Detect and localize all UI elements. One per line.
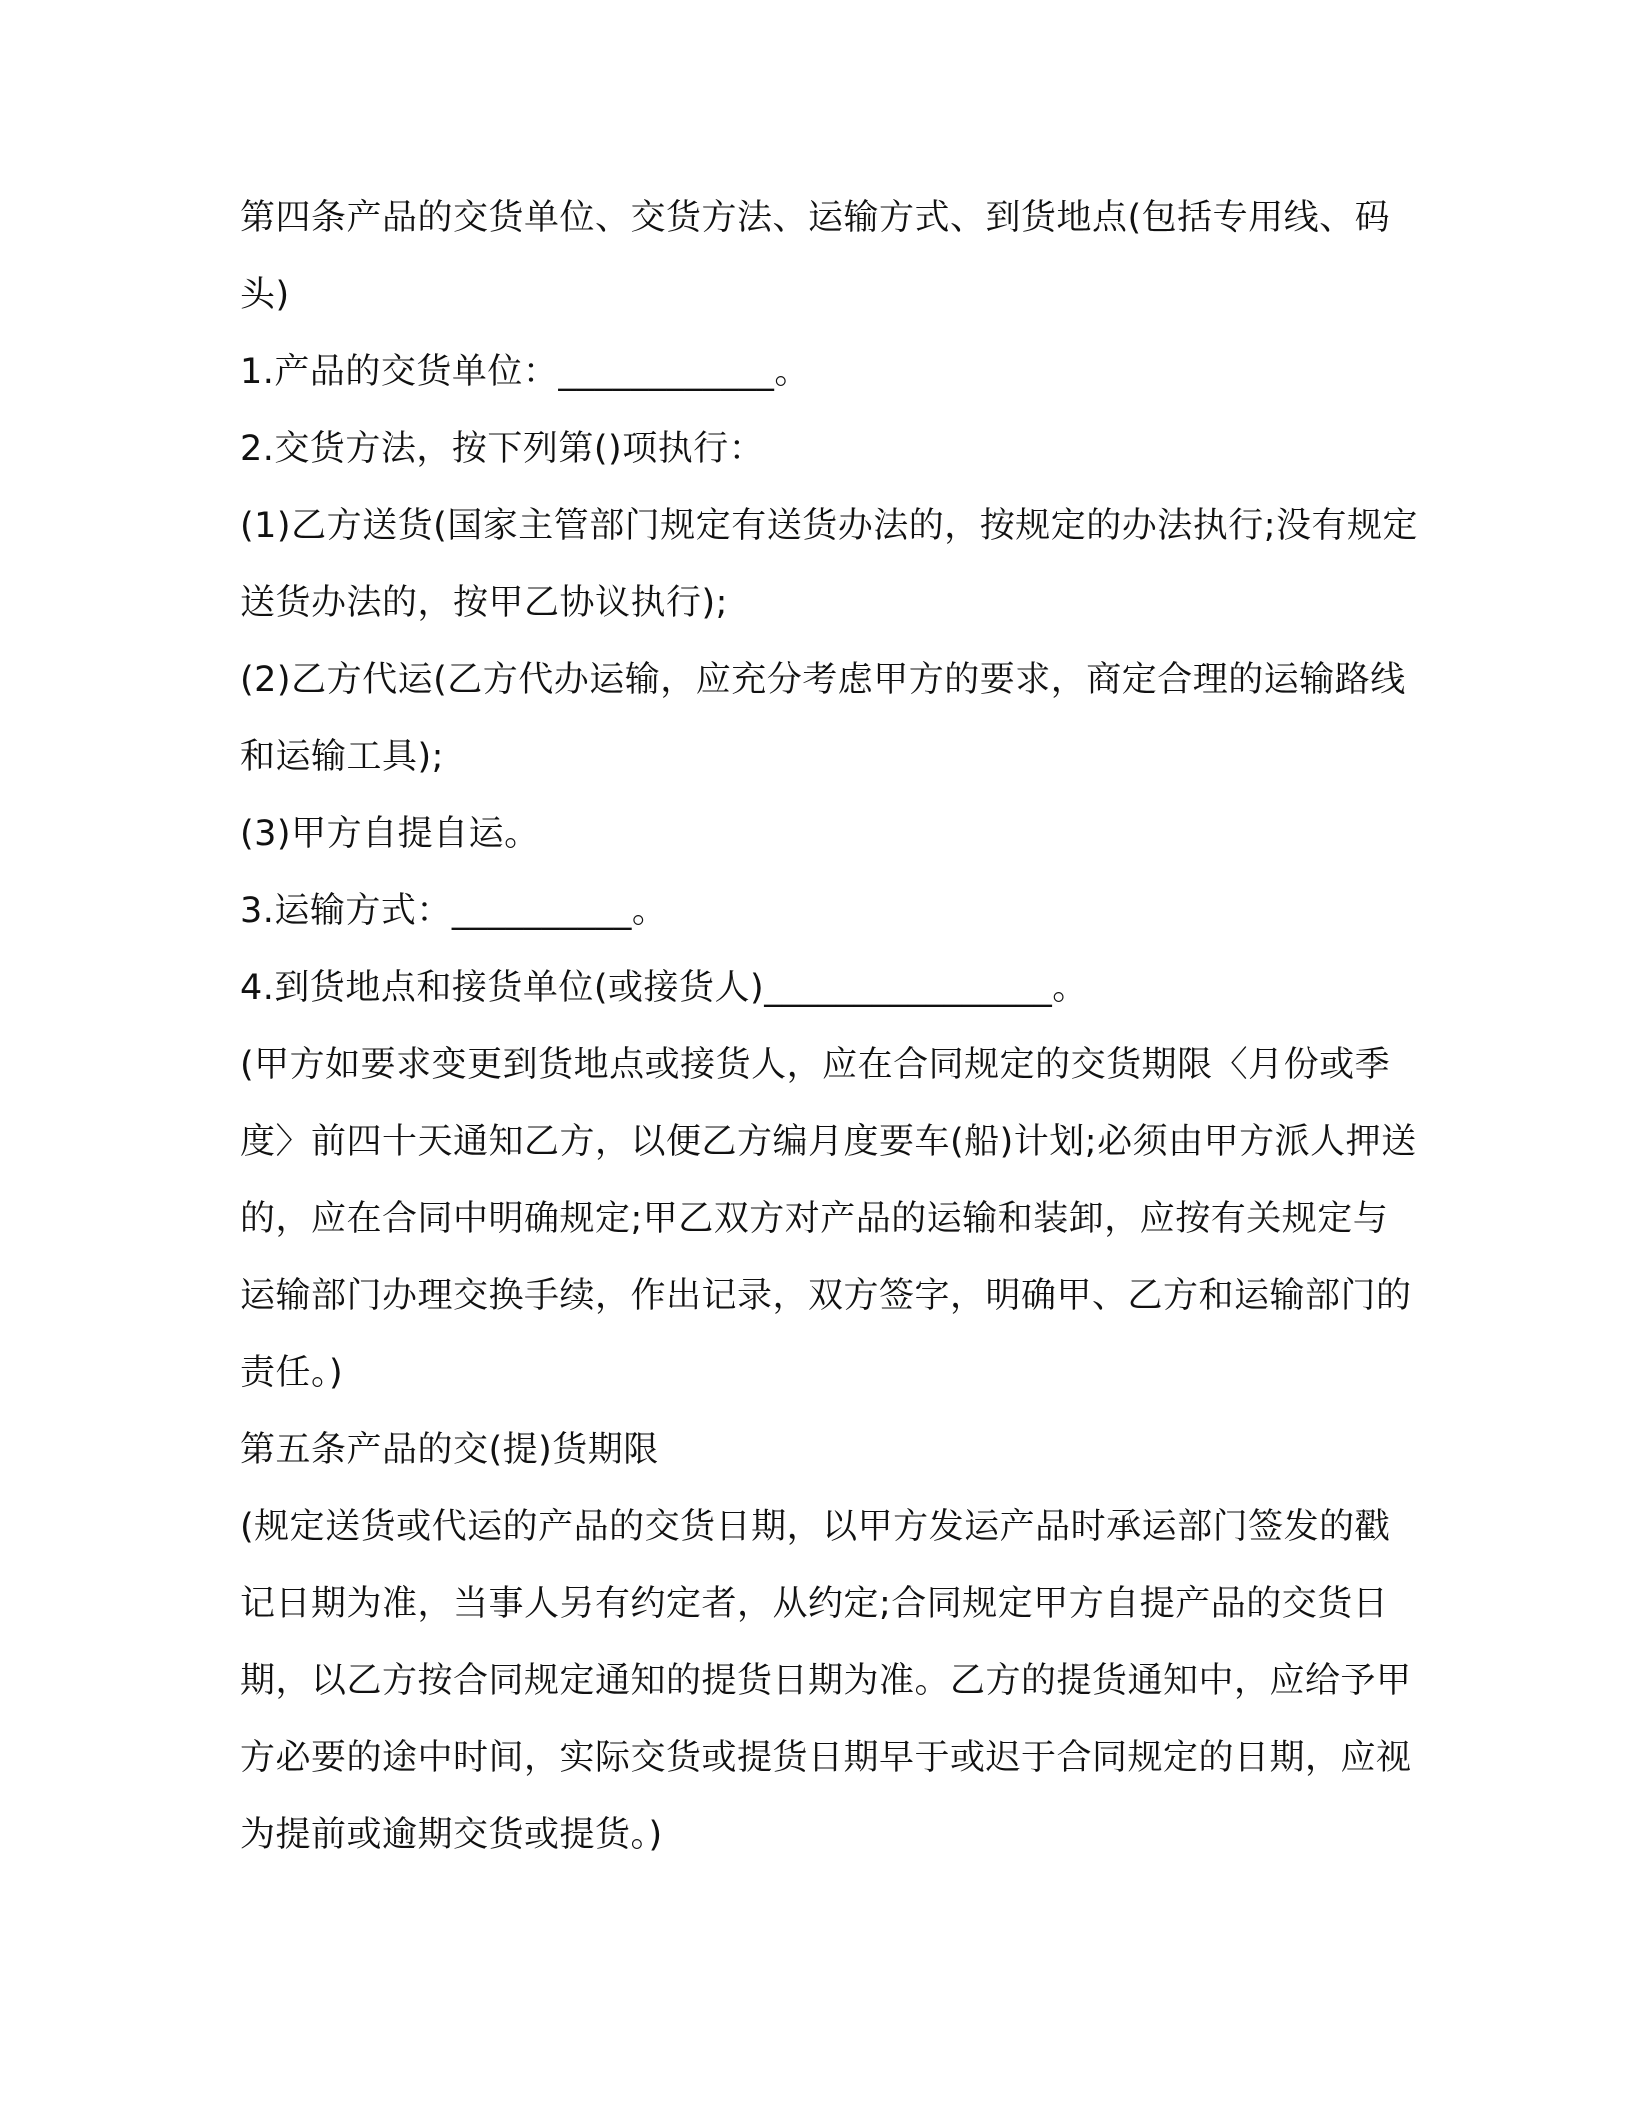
option-seller-delivery: (1)乙方送货(国家主管部门规定有送货办法的，按规定的办法执行;没有规定送货办法的，按甲乙协议执行); (240, 506, 1419, 623)
clause-delivery-method: 2.交货方法，按下列第()项执行： (240, 429, 765, 469)
clause-arrival-location: 4.到货地点和接货单位(或接货人)________________。 (240, 968, 1088, 1008)
clause-delivery-unit: 1.产品的交货单位：____________。 (240, 352, 810, 392)
document-page (240, 180, 1420, 1874)
article-4-heading: 第四条产品的交货单位、交货方法、运输方式、到货地点(包括专用线、码头) (240, 198, 1391, 315)
article-5-heading: 第五条产品的交(提)货期限 (240, 1430, 659, 1470)
option-buyer-pickup: (3)甲方自提自运。 (240, 814, 540, 854)
note-delivery-date: (规定送货或代运的产品的交货日期，以甲方发运产品时承运部门签发的戳记日期为准，当事人另有约定者，从约定;合同规定甲方自提产品的交货日期，以乙方按合同规定通知的提货日期为准。乙方的提货通知中，应给予甲方必要的途中时间，实际交货或提货日期早于或迟于合同规定的日期，应视为提前或逾期交货或提货。) (240, 1507, 1412, 1855)
clause-transport-mode: 3.运输方式：__________。 (240, 891, 668, 931)
option-seller-shipping: (2)乙方代运(乙方代办运输，应充分考虑甲方的要求，商定合理的运输路线和运输工具); (240, 660, 1406, 777)
note-location-change: (甲方如要求变更到货地点或接货人，应在合同规定的交货期限〈月份或季度〉前四十天通知乙方，以便乙方编月度要车(船)计划;必须由甲方派人押送的，应在合同中明确规定;甲乙双方对产品的运输和装卸，应按有关规定与运输部门办理交换手续，作出记录，双方签字，明确甲、乙方和运输部门的责任。) (240, 1045, 1417, 1393)
